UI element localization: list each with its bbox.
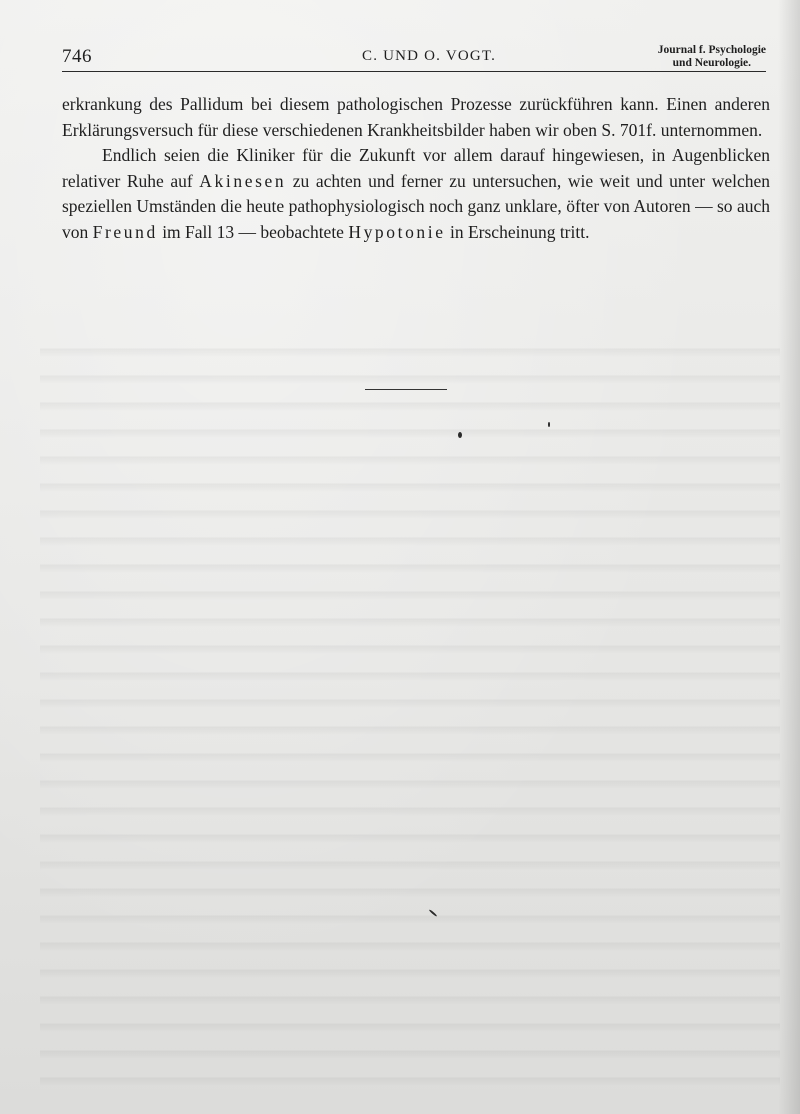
journal-name-line1: Journal f. Psychologie — [657, 44, 766, 56]
paragraph-2-text-c: im Fall 13 — beobachtete — [157, 221, 349, 242]
paragraph-2-text-b: zu achten und ferner zu untersuchen, wie weit und unter welchen speziellen Umständen die heute pathophysiologisch noch ganz unklare, öfter von Autoren — so auch von — [62, 170, 771, 242]
page-number: 746 — [62, 46, 92, 67]
paragraph-2-text-d: in Erscheinung tritt. — [445, 221, 590, 242]
paragraph-2-text-a: Endlich seien die Kliniker für die Zukunft vor allem darauf hingewiesen, in Augenblicken relativer Ruhe auf — [62, 145, 770, 191]
paragraph-2 — [62, 143, 770, 245]
bleed-through-text — [40, 330, 780, 1090]
journal-name-line2: und Neurologie. — [672, 57, 752, 69]
running-head: C. UND O. VOGT. — [362, 48, 497, 64]
term-hypotonie: Hypotonie — [348, 221, 446, 242]
author-freund: Freund — [92, 221, 158, 242]
term-akinesen: Akinesen — [199, 170, 287, 191]
page-edge-shadow — [778, 0, 800, 1114]
section-end-rule — [365, 389, 447, 390]
ink-speck — [548, 422, 550, 427]
header-rule — [62, 71, 766, 72]
body-text — [62, 92, 770, 246]
journal-name — [658, 44, 766, 70]
paragraph-1: erkrankung des Pallidum bei diesem pathologischen Prozesse zurückführen kann. Einen anderen Erklärungsversuch für diese verschiedenen Krankheitsbilder haben wir oben S. 701f. unternommen. — [62, 94, 770, 140]
ink-speck — [458, 432, 462, 438]
